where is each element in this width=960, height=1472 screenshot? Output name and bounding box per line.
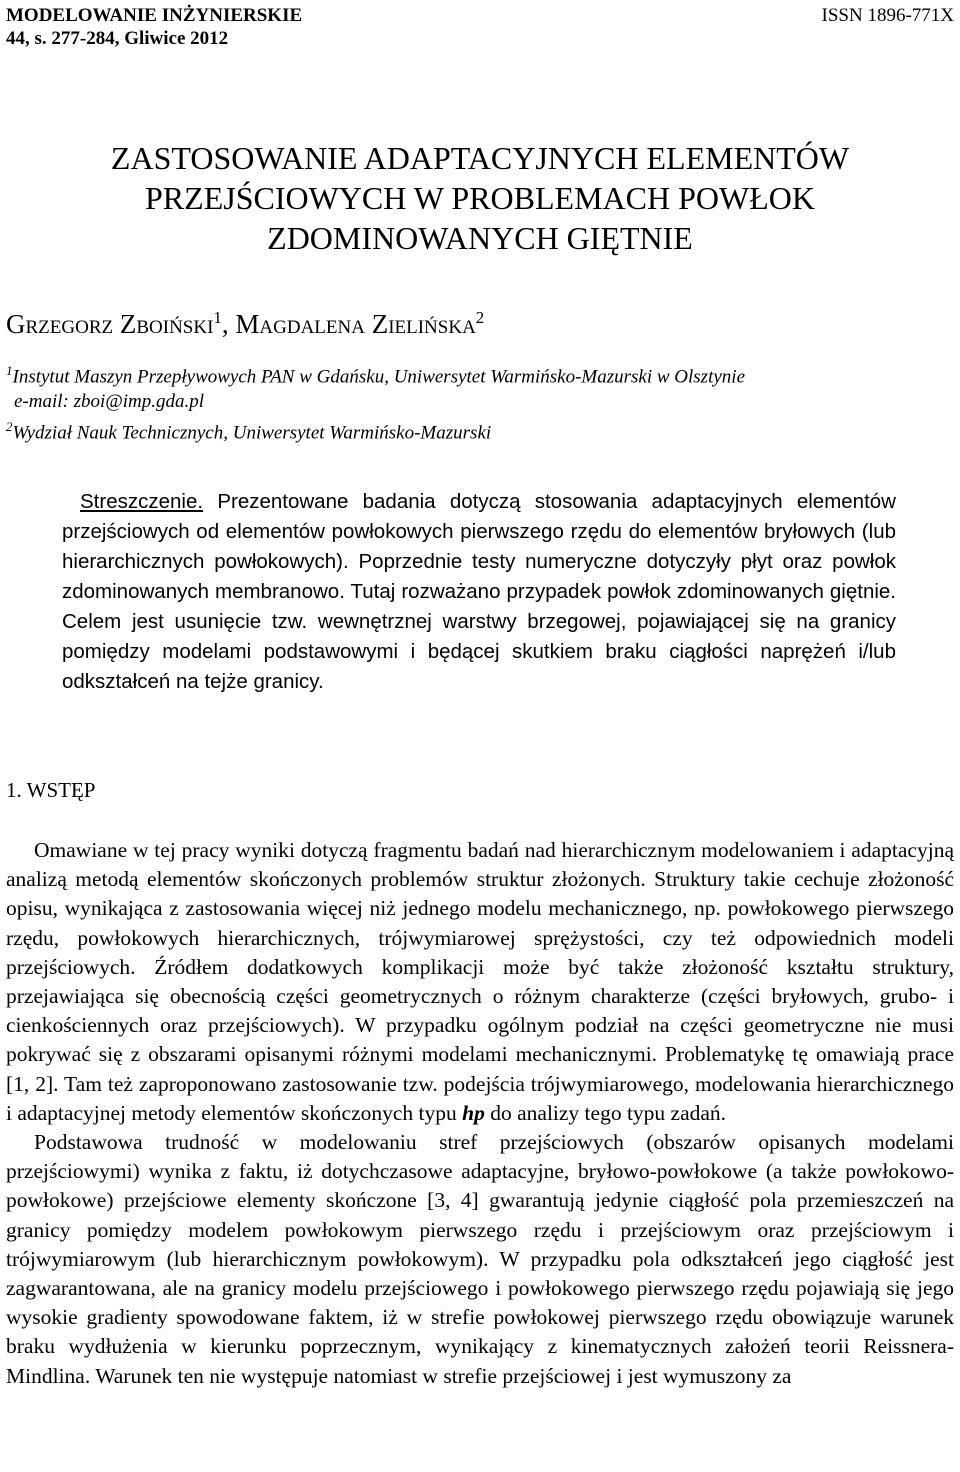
affiliation-2 [6,414,745,445]
paragraph-text: do analizy tego typu zadań. [484,1100,727,1125]
author-name: Grzegorz Zboiński [6,309,214,339]
authors [6,302,484,340]
issn: ISSN 1896-771X [821,5,954,26]
title-line-2: PRZEJŚCIOWYCH W PROBLEMACH POWŁOK [145,180,815,216]
affiliation-1 [6,358,745,389]
author-name: Magdalena Zielińska [235,309,476,339]
author-affiliation-mark: 1 [213,308,222,327]
abstract-text-continued: wewnętrznej warstwy brzegowej, pojawiającej się na granicy pomiędzy modelami podstawowymi i będącej skutkiem braku ciągłości naprężeń i/lub odkształceń na tejże granicy. [62,610,897,693]
email: e-mail: zboi@imp.gda.pl [14,391,205,413]
section-heading: 1. WSTĘP [6,778,96,802]
author-separator: , [221,309,236,339]
title-line-1: ZASTOSOWANIE ADAPTACYJNYCH ELEMENTÓW [110,140,850,176]
journal-name: MODELOWANIE INŻYNIERSKIE [6,5,303,26]
paragraph [6,836,954,1128]
hp-term: hp [462,1100,485,1125]
affiliation-text: Instytut Maszyn Przepływowych PAN w Gdańsku, Uniwersytet Warmińsko-Mazurski w Olsztynie [12,366,746,388]
paper-title [0,138,960,258]
abstract [62,487,896,697]
journal-header [6,4,302,50]
abstract-label: Streszczenie. [80,490,204,513]
journal-issue: 44, s. 277-284, Gliwice 2012 [6,28,229,49]
affiliation-text: Wydział Nauk Technicznych, Uniwersytet Warmińsko-Mazurski [12,422,492,444]
affiliations [6,358,745,446]
title-line-3: ZDOMINOWANYCH GIĘTNIE [267,220,693,256]
author-affiliation-mark: 2 [475,308,485,327]
body-text [6,836,954,1391]
affiliation-mark: 2 [6,419,13,435]
abstract-text: Prezentowane badania dotyczą stosowania adaptacyjnych elementów przejściowych od elementów powłokowych pierwszego rzędu do elementów bryłowych (lub hierarchicznych powłokowych). Poprzednie testy numeryczne dotyczyły płyt oraz powłok zdominowanych membranowo. Tutaj rozważano przypadek powłok zdominowanych giętnie. Celem jest usunięcie tzw. [62,490,896,633]
paragraph-text: Omawiane w tej pracy wyniki dotyczą fragmentu badań nad hierarchicznym modelowaniem i adaptacyjną analizą metodą elementów skończonych problemów struktur złożonych. Struktury takie cechuje złożoność opisu, wynikająca z zastosowania więcej niż jednego modelu mechanicznego, np. powłokowego pierwszego rzędu, powłokowych hierarchicznych, trójwymiarowej sprężystości, czy też odpowiednich modeli przejściowych. Źródłem dodatkowych komplikacji może być także złożoność kształtu struktury, przejawiająca się obecnością części geometrycznych o różnym charakterze (części bryłowych, grubo- i cienkościennych oraz przejściowych). W przypadku ogólnym podział na części geometryczne nie musi pokrywać się z obszarami opisanymi różnymi modelami mechanicznymi. Problematykę tę omawiają prace [1, 2]. Tam też zaproponowano zastosowanie tzw. podejścia trójwymiarowego, modelowania hierarchicznego i adaptacyjnej metody elementów skończonych typu [6,838,954,1125]
paragraph: Podstawowa trudność w modelowaniu stref przejściowych (obszarów opisanych modelami przejściowymi) wynika z faktu, iż dotychczasowe adaptacyjne, bryłowo-powłokowe (a także powłokowo-powłokowe) przejściowe elementy skończone [3, 4] gwarantują jedynie ciągłość pola przemieszczeń na granicy pomiędzy modelem powłokowym pierwszego rzędu i przejściowym oraz przejściowym i trójwymiarowym (lub hierarchicznym powłokowym). W przypadku pola odkształceń jego ciągłość jest zagwarantowana, ale na granicy modelu przejściowego i powłokowego pierwszego rzędu pojawiają się jego wysokie gradienty spowodowane faktem, iż w strefie powłokowej pierwszego rzędu obowiązuje warunek braku wydłużenia w kierunku poprzecznym, wynikający z kinematycznych założeń teorii Reissnera-Mindlina. Warunek ten nie występuje natomiast w strefie przejściowej i jest wymuszony za [6,1130,954,1388]
affiliation-mark: 1 [6,363,13,378]
